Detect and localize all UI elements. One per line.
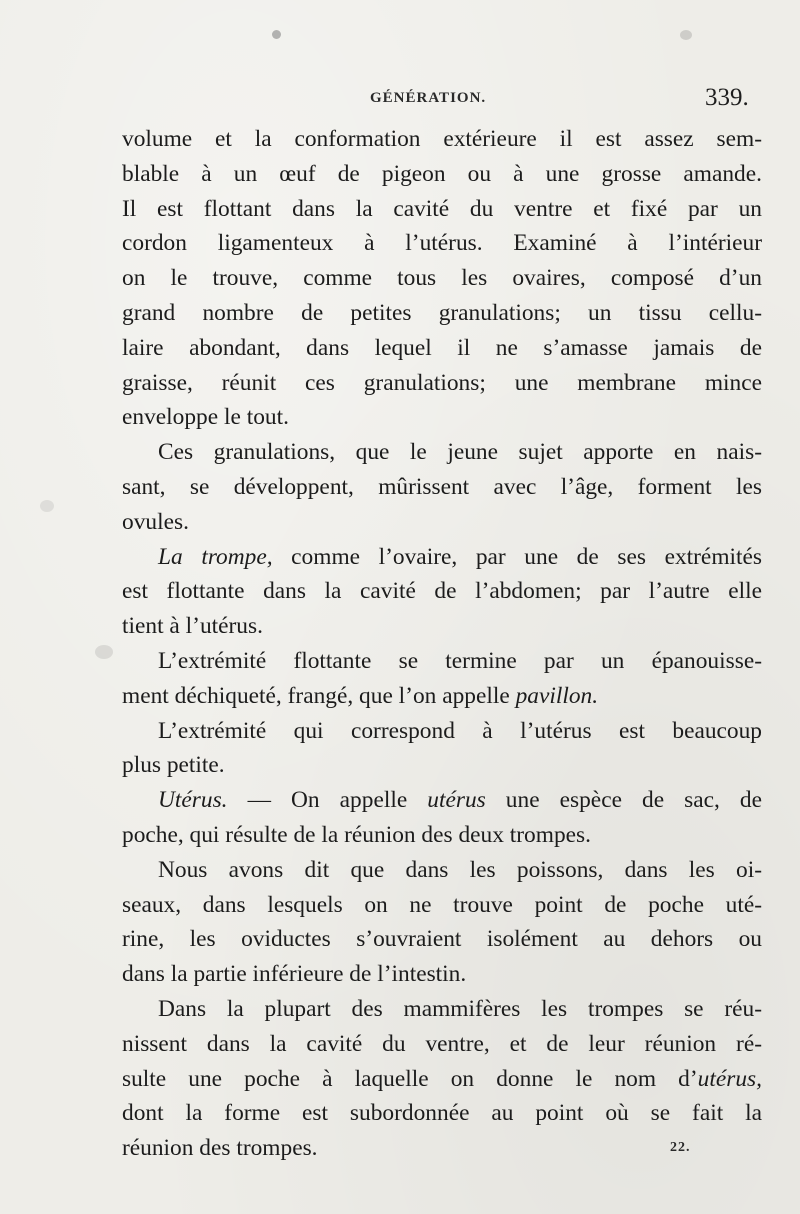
- text-line: Il est flottant dans la cavité du ventre et fixé par un: [122, 195, 762, 222]
- text-line: est flottante dans la cavité de l’abdomen; par l’autre elle: [122, 578, 762, 605]
- running-head: GÉNÉRATION.: [370, 90, 487, 106]
- text-line: dans la partie inférieure de l’intestin.: [122, 961, 467, 988]
- text-line: sulte une poche à laquelle on donne le nom d’utérus,: [122, 1065, 762, 1092]
- page-number: 339.: [705, 84, 749, 111]
- paper-speck: [680, 30, 692, 40]
- italic-term: La trompe,: [158, 543, 273, 570]
- text-line: poche, qui résulte de la réunion des deux trompes.: [122, 821, 591, 848]
- page-header: [0, 84, 800, 114]
- italic-term: utérus,: [697, 1065, 762, 1092]
- text-line: nissent dans la cavité du ventre, et de leur réunion ré-: [122, 1030, 762, 1057]
- text-line: La trompe, comme l’ovaire, par une de ses extrémités: [158, 543, 762, 570]
- text-line: dont la forme est subordonnée au point où se fait la: [122, 1100, 762, 1127]
- text-line: enveloppe le tout.: [122, 404, 289, 431]
- text-line: sant, se développent, mûrissent avec l’âge, forment les: [122, 473, 762, 500]
- text-line: réunion des trompes.: [122, 1135, 318, 1162]
- paper-speck: [272, 30, 281, 39]
- text-line: L’extrémité qui correspond à l’utérus est beaucoup: [158, 717, 762, 744]
- italic-term: Utérus.: [158, 787, 228, 814]
- text-line: Nous avons dit que dans les poissons, dans les oi-: [158, 856, 762, 883]
- text-line: cordon ligamenteux à l’utérus. Examiné à l’intérieur: [122, 230, 762, 257]
- paper-speck: [95, 645, 113, 659]
- body-text: [122, 122, 762, 1166]
- text-line: Ces granulations, que le jeune sujet apporte en nais-: [158, 439, 762, 466]
- italic-term: utérus: [427, 787, 486, 814]
- text-line: Dans la plupart des mammifères les trompes se réu-: [158, 995, 762, 1022]
- text-line: ment déchiqueté, frangé, que l’on appelle pavillon.: [122, 682, 599, 709]
- text-line: grand nombre de petites granulations; un tissu cellu-: [122, 299, 762, 326]
- text-line: graisse, réunit ces granulations; une membrane mince: [122, 369, 762, 396]
- text-line: blable à un œuf de pigeon ou à une grosse amande.: [122, 160, 762, 187]
- text-line: L’extrémité flottante se termine par un épanouisse-: [158, 647, 762, 674]
- text-line: seaux, dans lesquels on ne trouve point de poche uté-: [122, 891, 762, 918]
- text-line: laire abondant, dans lequel il ne s’amasse jamais de: [122, 334, 762, 361]
- text-line: on le trouve, comme tous les ovaires, composé d’un: [122, 265, 762, 292]
- text-line: tient à l’utérus.: [122, 613, 263, 640]
- text-line: Utérus. — On appelle utérus une espèce de sac, de: [158, 787, 762, 814]
- paper-speck: [40, 500, 54, 512]
- signature-mark: 22.: [670, 1140, 691, 1155]
- text-line: plus petite.: [122, 752, 225, 779]
- text-line: ovules.: [122, 508, 189, 535]
- text-line: volume et la conformation extérieure il est assez sem-: [122, 126, 762, 152]
- text-line: rine, les oviductes s’ouvraient isolément au dehors ou: [122, 926, 762, 953]
- italic-term: pavillon.: [515, 682, 599, 709]
